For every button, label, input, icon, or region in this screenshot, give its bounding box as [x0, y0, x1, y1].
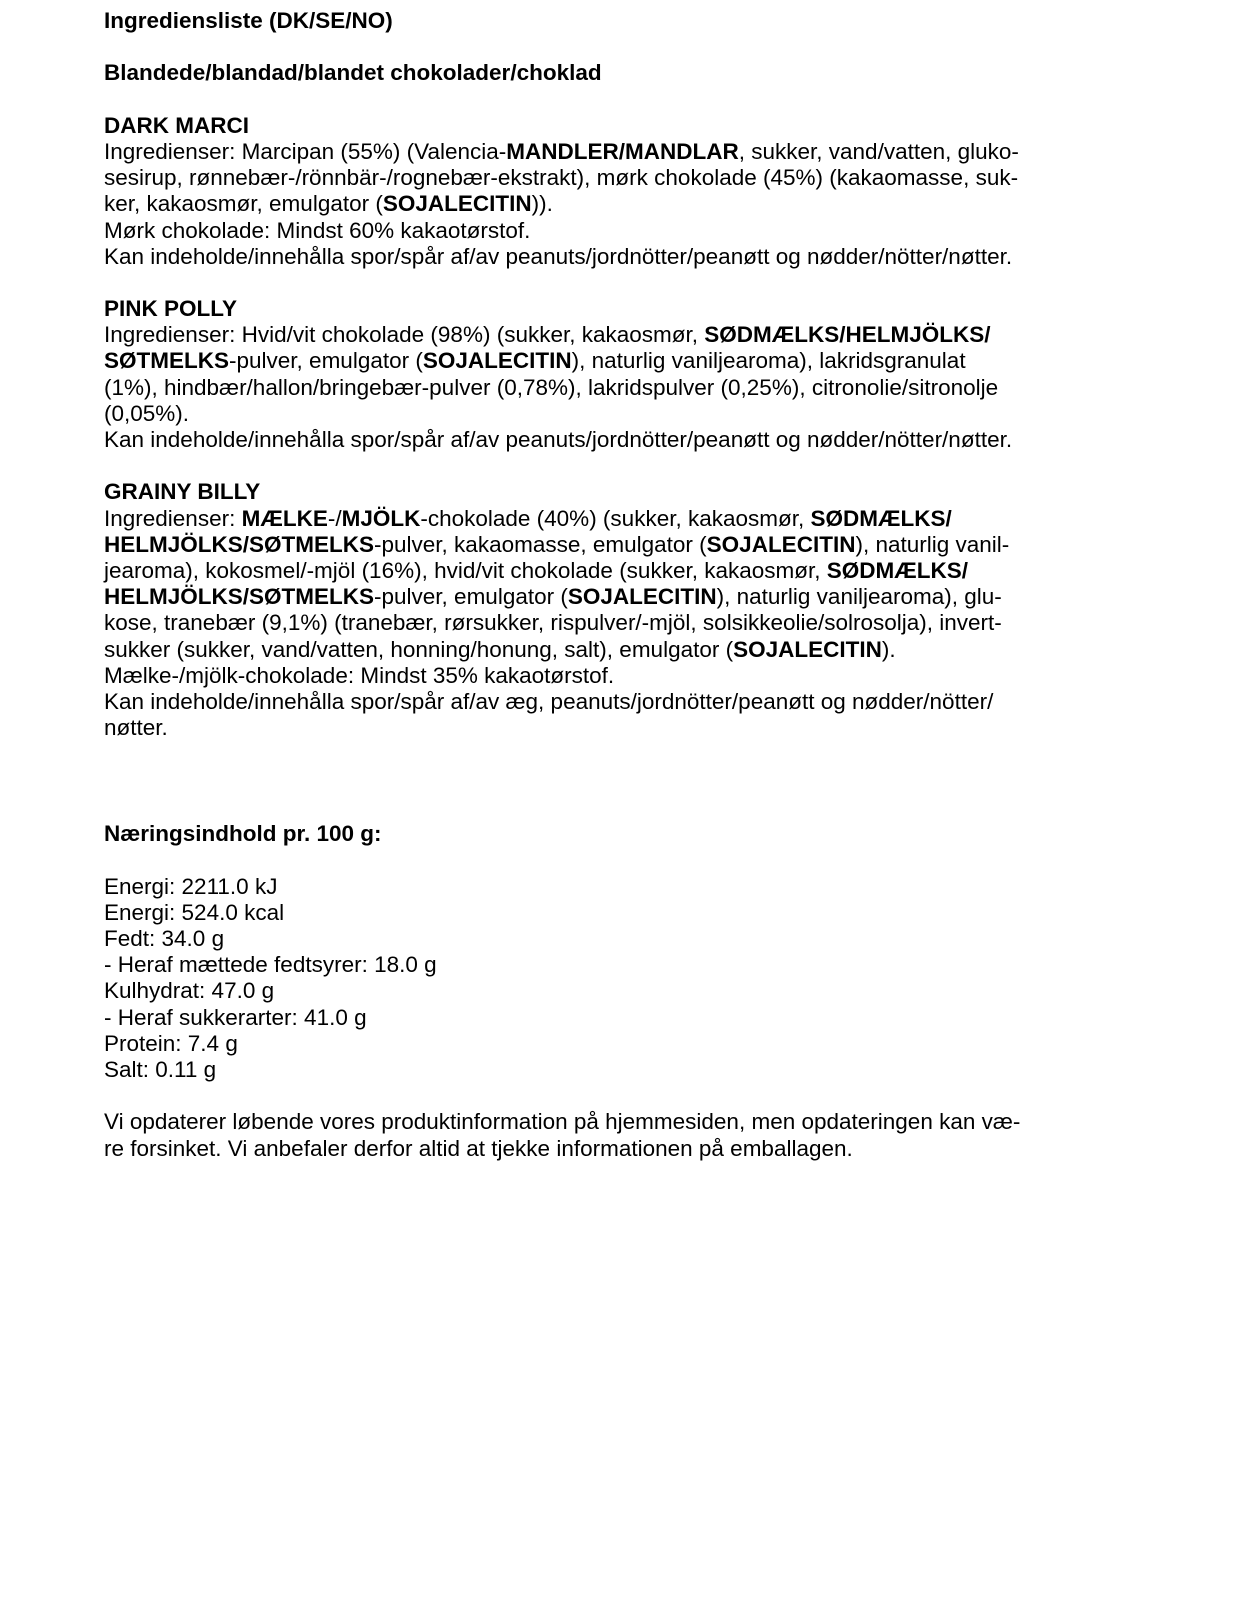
allergen-text: SØTMELKS: [104, 348, 230, 374]
nutrition-row: - Heraf mættede fedtsyrer: 18.0 g: [104, 952, 437, 978]
ingredient-text: Ingredienser: Marcipan (55%) (Valencia-: [104, 138, 507, 164]
document-page: [104, 8, 1124, 1162]
ingredient-text: Kan indeholde/innehålla spor/spår af/av peanuts/jordnötter/peanøtt og nødder/nötter/nøtter.: [104, 243, 1013, 269]
nutrition-section: [104, 821, 1124, 1083]
product-name: GRAINY BILLY: [104, 479, 261, 505]
ingredient-text: jearoma), kokosmel/-mjöl (16%), hvid/vit chokolade (sukker, kakaosmør,: [104, 557, 827, 583]
ingredient-text: ), naturlig vaniljearoma), glu-: [716, 584, 1002, 610]
ingredient-text: Mælke-/mjölk-chokolade: Mindst 35% kakaotørstof.: [104, 662, 615, 688]
ingredient-line: [104, 506, 1124, 532]
nutrition-row: Fedt: 34.0 g: [104, 926, 225, 951]
disclaimer-line: re forsinket. Vi anbefaler derfor altid at tjekke informationen på emballagen.: [104, 1135, 853, 1161]
product-ingredients: [104, 322, 1124, 453]
allergen-text: SØDMÆLKS/: [826, 557, 969, 583]
ingredient-text: Mørk chokolade: Mindst 60% kakaotørstof.: [104, 217, 531, 243]
allergen-text: SOJALECITIN: [706, 531, 856, 557]
nutrition-row: Protein: 7.4 g: [104, 1030, 238, 1056]
ingredient-line: [104, 165, 1124, 191]
ingredient-line: [104, 532, 1124, 558]
allergen-text: HELMJÖLKS/SØTMELKS: [104, 584, 375, 610]
ingredient-text: -chokolade (40%) (sukker, kakaosmør,: [420, 505, 811, 531]
ingredient-text: kose, tranebær (9,1%) (tranebær, rørsukker, rispulver/-mjöl, solsikkeolie/solrosolja), invert-: [104, 610, 1002, 636]
ingredient-line: [104, 322, 1124, 348]
document-title: Ingrediensliste (DK/SE/NO): [104, 8, 393, 33]
nutrition-row: Kulhydrat: 47.0 g: [104, 978, 275, 1004]
ingredient-text: -pulver, kakaomasse, emulgator (: [374, 531, 707, 557]
nutrition-row: Energi: 524.0 kcal: [104, 899, 285, 925]
allergen-text: SØDMÆLKS/: [810, 505, 952, 531]
disclaimer-paragraph: [104, 1109, 1124, 1161]
ingredient-line: [104, 191, 1124, 217]
allergen-text: SØDMÆLKS/HELMJÖLKS/: [704, 322, 991, 348]
allergen-text: MANDLER/MANDLAR: [506, 138, 739, 164]
ingredient-line: [104, 218, 1124, 244]
allergen-text: MJÖLK: [341, 505, 421, 531]
ingredient-text: sukker (sukker, vand/vatten, honning/honung, salt), emulgator (: [104, 636, 734, 662]
ingredient-line: [104, 663, 1124, 689]
ingredient-line: [104, 558, 1124, 584]
nutrition-heading: Næringsindhold pr. 100 g:: [104, 821, 382, 847]
product-section-pink-polly: [104, 296, 1124, 453]
product-name: DARK MARCI: [104, 112, 249, 138]
ingredient-text: Ingredienser:: [104, 505, 242, 531]
product-ingredients: [104, 506, 1124, 742]
ingredient-text: ), naturlig vaniljearoma), lakridsgranulat: [571, 348, 966, 374]
ingredient-text: -/: [327, 505, 342, 531]
ingredient-text: , sukker, vand/vatten, gluko-: [738, 138, 1019, 164]
ingredient-text: (0,05%).: [104, 400, 190, 426]
ingredient-line: [104, 427, 1124, 453]
ingredient-line: [104, 689, 1124, 715]
product-section-dark-marci: [104, 113, 1124, 270]
allergen-text: MÆLKE: [241, 505, 328, 531]
ingredient-text: Ingredienser: Hvid/vit chokolade (98%) (sukker, kakaosmør,: [104, 322, 705, 348]
ingredient-line: [104, 401, 1124, 427]
ingredient-text: ).: [881, 636, 896, 662]
ingredient-line: [104, 375, 1124, 401]
ingredient-line: [104, 348, 1124, 374]
product-ingredients: [104, 139, 1124, 270]
ingredient-line: [104, 715, 1124, 741]
allergen-text: HELMJÖLKS/SØTMELKS: [104, 531, 375, 557]
allergen-text: SOJALECITIN: [422, 348, 572, 374]
ingredient-text: Kan indeholde/innehålla spor/spår af/av æg, peanuts/jordnötter/peanøtt og nødder/nötter/: [104, 688, 994, 714]
product-name: PINK POLLY: [104, 296, 237, 322]
nutrition-row: - Heraf sukkerarter: 41.0 g: [104, 1004, 367, 1030]
nutrition-row: Energi: 2211.0 kJ: [104, 873, 278, 899]
ingredient-line: [104, 139, 1124, 165]
disclaimer-line: Vi opdaterer løbende vores produktinformation på hjemmesiden, men opdateringen kan væ-: [104, 1109, 1021, 1135]
ingredient-text: )).: [531, 191, 553, 217]
ingredient-text: ), naturlig vanil-: [855, 531, 1010, 557]
ingredient-line: [104, 637, 1124, 663]
ingredient-line: [104, 584, 1124, 610]
ingredient-text: nøtter.: [104, 715, 168, 741]
product-section-grainy-billy: [104, 479, 1124, 741]
ingredient-text: -pulver, emulgator (: [374, 584, 568, 610]
allergen-text: SOJALECITIN: [567, 584, 717, 610]
allergen-text: SOJALECITIN: [733, 636, 882, 662]
ingredient-text: sesirup, rønnebær-/rönnbär-/rognebær-ekstrakt), mørk chokolade (45%) (kakaomasse, suk-: [104, 165, 1019, 191]
nutrition-row: Salt: 0.11 g: [104, 1056, 217, 1082]
ingredient-text: (1%), hindbær/hallon/bringebær-pulver (0,78%), lakridspulver (0,25%), citronolie/sitronolje: [104, 374, 999, 400]
ingredient-line: [104, 244, 1124, 270]
ingredient-line: [104, 610, 1124, 636]
document-subtitle: Blandede/blandad/blandet chokolader/choklad: [104, 60, 602, 86]
allergen-text: SOJALECITIN: [382, 191, 532, 217]
ingredient-text: Kan indeholde/innehålla spor/spår af/av peanuts/jordnötter/peanøtt og nødder/nötter/nøtter.: [104, 427, 1013, 452]
ingredient-text: -pulver, emulgator (: [229, 348, 423, 374]
ingredient-text: ker, kakaosmør, emulgator (: [104, 191, 383, 217]
